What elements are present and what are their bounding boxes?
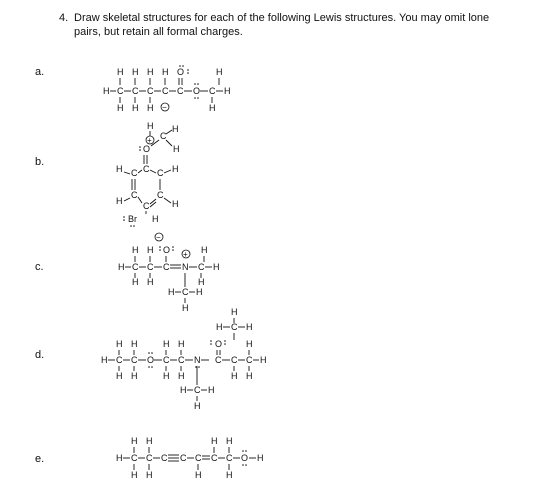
atom: C xyxy=(132,262,139,272)
atom: H xyxy=(117,67,124,77)
atom: H xyxy=(216,322,223,332)
atom: H xyxy=(132,277,139,287)
atom: H xyxy=(116,339,123,349)
atom: H xyxy=(246,339,253,349)
atom: H xyxy=(224,86,231,96)
atom: C xyxy=(143,164,150,174)
part-label-b: b. xyxy=(35,156,45,168)
atom: C xyxy=(131,190,138,200)
atom: H xyxy=(257,453,264,463)
atom: C xyxy=(146,453,153,463)
atom: O xyxy=(193,86,201,96)
atom: C xyxy=(215,355,222,365)
atom: O xyxy=(143,144,151,154)
atom: H xyxy=(216,67,223,77)
atom: H xyxy=(132,67,139,77)
atom: H xyxy=(131,470,138,480)
part-label-d: d. xyxy=(35,349,45,361)
atom: H xyxy=(246,371,253,381)
atom: H xyxy=(246,322,253,332)
lewis-structure-b xyxy=(116,121,180,227)
part-label-a: a. xyxy=(35,66,45,78)
atom: C xyxy=(198,262,205,272)
part-label-c: c. xyxy=(35,261,44,273)
lewis-structure-e xyxy=(116,436,264,480)
atom: C xyxy=(161,453,168,463)
atom: H xyxy=(178,339,185,349)
atom: C xyxy=(147,262,154,272)
atom: H xyxy=(208,385,215,395)
atom: H xyxy=(201,245,208,255)
atom: H xyxy=(163,339,170,349)
atom: H xyxy=(103,86,110,96)
atom: H xyxy=(172,164,179,174)
atom: C xyxy=(180,453,187,463)
atom: H xyxy=(195,470,202,480)
atom: H xyxy=(131,436,138,446)
lewis-structure-c xyxy=(118,233,220,313)
atom: H xyxy=(131,339,138,349)
atom: C xyxy=(157,190,164,200)
atom: C xyxy=(116,355,123,365)
atom: C xyxy=(226,453,233,463)
atom: C xyxy=(177,86,184,96)
atom: H xyxy=(116,164,123,174)
atom: H xyxy=(172,124,179,134)
atom: H xyxy=(172,199,179,209)
atom: C xyxy=(209,86,216,96)
atom: H xyxy=(147,245,154,255)
atom: C xyxy=(178,355,185,365)
atom: H xyxy=(209,103,216,113)
atom: C xyxy=(147,86,154,96)
atom: H xyxy=(231,307,238,317)
atom: H xyxy=(163,371,170,381)
atom: H xyxy=(131,371,138,381)
atom: H xyxy=(178,371,185,381)
atom: C xyxy=(246,355,253,365)
atom: H xyxy=(173,144,180,154)
atom: H xyxy=(147,67,154,77)
formal-charge-positive: + xyxy=(147,136,152,145)
lewis-structure-d xyxy=(101,307,267,411)
atom: C xyxy=(131,355,138,365)
lewis-structure-a xyxy=(103,65,231,113)
atom: N xyxy=(194,355,201,365)
atom: H xyxy=(211,436,218,446)
atom: C xyxy=(194,385,201,395)
atom: H xyxy=(146,436,153,446)
question-text: Draw skeletal structures for each of the following Lewis structures. You may omit lone pairs, but retain all formal charges. xyxy=(74,12,490,38)
atom: H xyxy=(231,371,238,381)
atom: H xyxy=(132,103,139,113)
atom: Br xyxy=(128,214,137,224)
atom: C xyxy=(163,355,170,365)
atom: O xyxy=(241,453,249,463)
atom: H xyxy=(226,470,233,480)
atom: C xyxy=(182,287,189,297)
atom: H xyxy=(117,103,124,113)
formal-charge-negative: − xyxy=(162,103,167,112)
atom: H xyxy=(101,355,108,365)
atom: H xyxy=(196,287,203,297)
atom: H xyxy=(147,277,154,287)
atom: H xyxy=(226,436,233,446)
atom: H xyxy=(132,245,139,255)
atom: H xyxy=(118,262,125,272)
atom: H xyxy=(162,67,169,77)
atom: H xyxy=(147,121,154,131)
atom: H xyxy=(194,401,201,411)
atom: C xyxy=(117,86,124,96)
atom: O xyxy=(177,67,185,77)
atom: C xyxy=(163,262,170,272)
formal-charge-positive: + xyxy=(183,250,188,259)
atom: C xyxy=(231,355,238,365)
atom: H xyxy=(116,371,123,381)
atom: O xyxy=(215,339,223,349)
atom: C xyxy=(162,86,169,96)
atom: H xyxy=(198,277,205,287)
atom: O xyxy=(147,355,155,365)
atom: H xyxy=(116,196,123,206)
atom: C xyxy=(231,322,238,332)
atom: C xyxy=(131,168,138,178)
atom: O xyxy=(163,245,171,255)
part-label-e: e. xyxy=(35,453,45,465)
atom: C xyxy=(195,453,202,463)
atom: H xyxy=(213,262,220,272)
atom: H xyxy=(182,303,189,313)
question-number: 4. xyxy=(59,12,69,24)
atom: C xyxy=(143,201,150,211)
formal-charge-negative: − xyxy=(156,233,161,242)
atom: H xyxy=(147,103,154,113)
atom: H xyxy=(260,355,267,365)
atom: C xyxy=(157,168,164,178)
atom: H xyxy=(116,453,123,463)
atom: N xyxy=(182,262,189,272)
atom: C xyxy=(160,131,167,141)
atom: C xyxy=(131,453,138,463)
atom: H xyxy=(180,385,187,395)
atom: H xyxy=(168,287,175,297)
atom: H xyxy=(152,214,159,224)
atom: H xyxy=(146,470,153,480)
atom: C xyxy=(211,453,218,463)
atom: C xyxy=(132,86,139,96)
